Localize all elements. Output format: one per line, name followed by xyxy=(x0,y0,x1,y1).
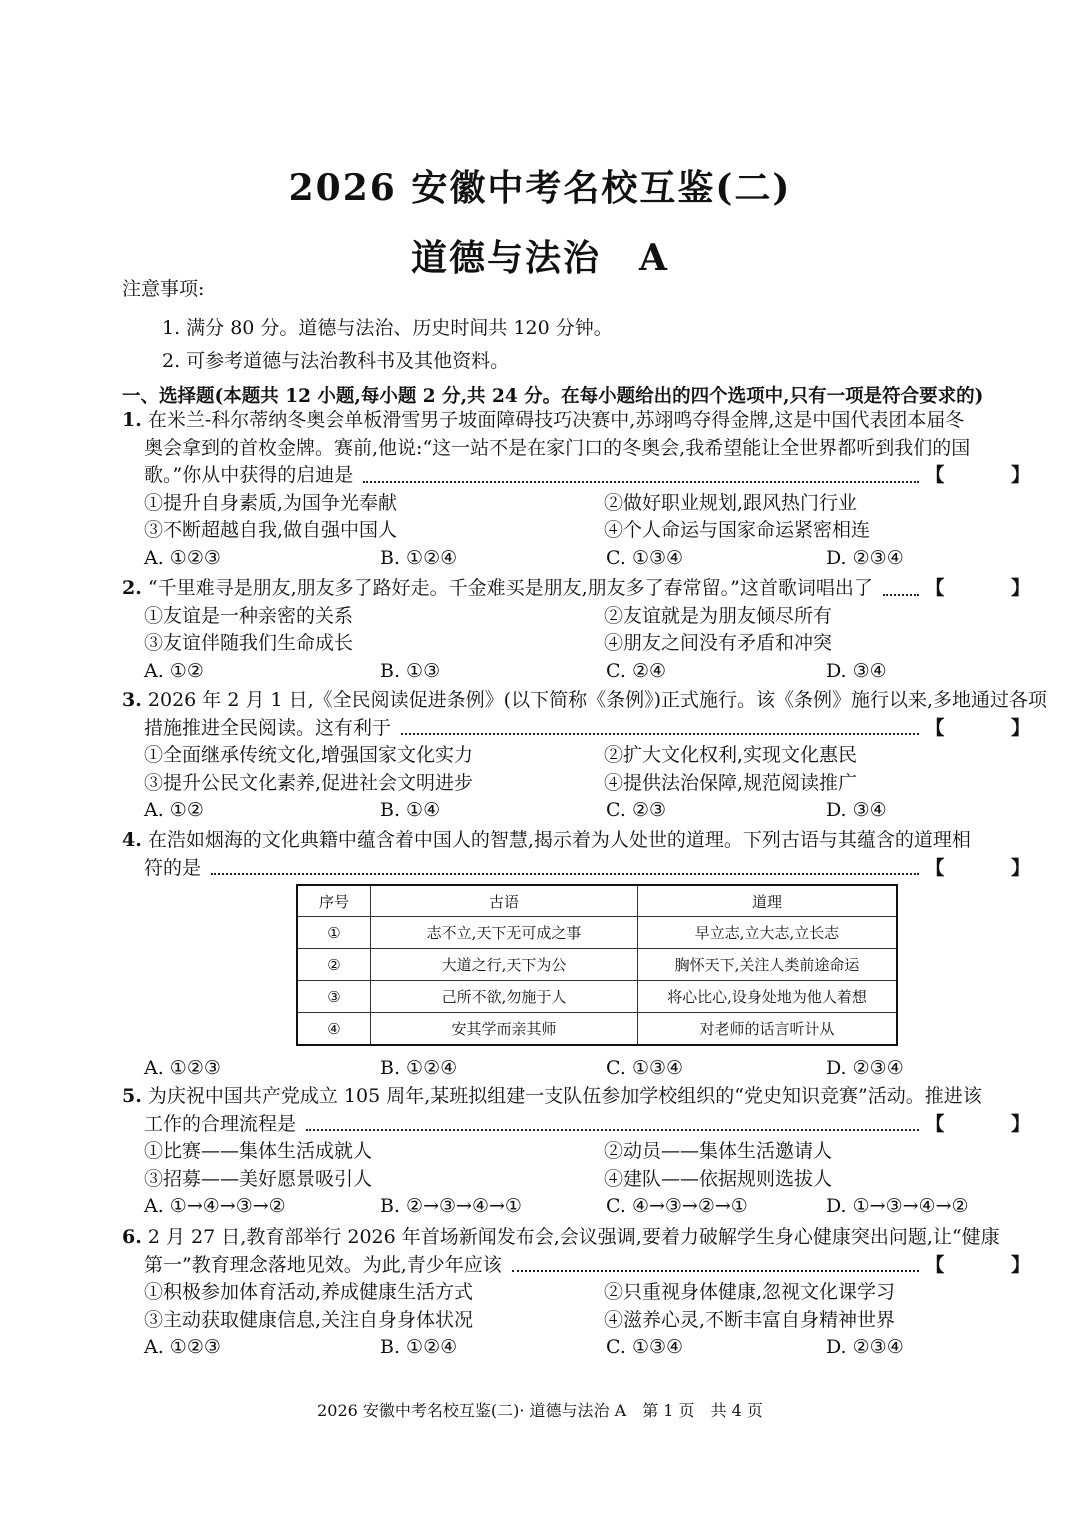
question-stem: 在浩如烟海的文化典籍中蕴含着中国人的智慧,揭示着为人处世的道理。下列古语与其蕴含的道理相 xyxy=(147,829,971,851)
question-stem: 为庆祝中国共产党成立 105 周年,某班拟组建一支队伍参加学校组织的“党史知识竞赛”活动。推进该 xyxy=(147,1085,982,1107)
notice-heading: 注意事项: xyxy=(122,278,205,300)
section-heading: 一、选择题(本题共 12 小题,每小题 2 分,共 24 分。在每小题给出的四个选项中,只有一项是符合要求的) xyxy=(122,386,984,407)
exam-title: 2026 安徽中考名校互鉴(二) xyxy=(288,167,792,209)
table-row xyxy=(297,1013,897,1046)
question-number: 1. xyxy=(122,409,142,431)
answer-choice: B. ①②④ xyxy=(380,1336,458,1358)
question-4 xyxy=(122,827,1060,882)
question-2 xyxy=(122,575,1060,685)
question-number: 3. xyxy=(122,689,142,711)
answer-choice: C. ①③④ xyxy=(606,1336,684,1358)
question-stem: 奥会拿到的首枚金牌。赛前,他说:“这一站不是在家门口的冬奥会,我希望能让全世界都听到我们的国 xyxy=(144,436,971,459)
table-header-row xyxy=(297,885,897,917)
answer-choice: B. ①④ xyxy=(380,799,441,821)
question-1 xyxy=(122,407,1060,572)
table-cell: ② xyxy=(297,949,371,981)
subject-title: 道德与法治 A xyxy=(411,237,669,279)
table-row xyxy=(297,949,897,981)
table-header: 道理 xyxy=(638,885,898,917)
question-stem: “千里难寻是朋友,朋友多了路好走。千金难买是朋友,朋友多了春常留。”这首歌词唱出了 xyxy=(147,577,873,599)
option-statement: ①比赛——集体生活成就人 xyxy=(144,1140,373,1162)
question-6 xyxy=(122,1224,1060,1362)
option-statement: ②做好职业规划,跟风热门行业 xyxy=(604,491,858,514)
answer-bracket: 【 】 xyxy=(925,1253,1060,1276)
answer-choice: D. ①→③→④→② xyxy=(826,1195,969,1217)
answer-choice: A. ①②③ xyxy=(144,1057,221,1079)
question-stem: 工作的合理流程是 xyxy=(144,1112,297,1135)
answer-bracket: 【 】 xyxy=(925,577,1060,599)
option-statement: ①全面继承传统文化,增强国家文化实力 xyxy=(144,744,474,766)
table-header: 序号 xyxy=(297,885,371,917)
question-number: 2. xyxy=(122,577,142,599)
answer-choice: D. ②③④ xyxy=(826,546,904,569)
answer-choice: B. ②→③→④→① xyxy=(380,1195,522,1217)
option-statement: ②只重视身体健康,忽视文化课学习 xyxy=(604,1281,896,1303)
answer-choice: B. ①③ xyxy=(380,659,441,682)
option-statement: ③提升公民文化素养,促进社会文明进步 xyxy=(144,771,474,794)
table-cell: 将心比心,设身处地为他人着想 xyxy=(638,981,898,1013)
answer-choice: D. ②③④ xyxy=(826,1336,904,1358)
notice-item: 1. 满分 80 分。道德与法治、历史时间共 120 分钟。 xyxy=(162,317,613,339)
answer-bracket: 【 】 xyxy=(925,856,1060,879)
option-statement: ④个人命运与国家命运紧密相连 xyxy=(604,519,871,541)
option-statement: ①积极参加体育活动,养成健康生活方式 xyxy=(144,1281,474,1303)
option-statement: ①提升自身素质,为国争光奉献 xyxy=(144,491,398,514)
answer-choice: D. ③④ xyxy=(826,799,887,821)
table-row xyxy=(297,917,897,949)
question-number: 5. xyxy=(122,1085,142,1107)
page-footer: 2026 安徽中考名校互鉴(二)· 道德与法治 A 第 1 页 共 4 页 xyxy=(317,1401,763,1420)
answer-bracket: 【 】 xyxy=(925,1112,1060,1135)
option-statement: ④朋友之间没有矛盾和冲突 xyxy=(604,632,833,654)
table-cell: 对老师的话言听计从 xyxy=(638,1013,898,1046)
answer-bracket: 【 】 xyxy=(925,464,1060,486)
answer-choice: A. ①②③ xyxy=(144,546,221,569)
notice-item: 2. 可参考道德与法治教科书及其他资料。 xyxy=(162,350,510,372)
answer-choice: C. ②③ xyxy=(606,799,667,821)
option-statement: ③友谊伴随我们生命成长 xyxy=(144,632,354,654)
answer-choice: A. ①② xyxy=(144,659,204,682)
option-statement: ①友谊是一种亲密的关系 xyxy=(144,604,354,627)
leader-dots xyxy=(306,1129,919,1131)
leader-dots xyxy=(401,733,919,735)
leader-dots xyxy=(363,481,919,483)
answer-choice: A. ①② xyxy=(144,799,204,821)
table-cell: ④ xyxy=(297,1013,371,1046)
question-number: 4. xyxy=(122,829,142,851)
option-statement: ③不断超越自我,做自强中国人 xyxy=(144,519,398,541)
option-statement: ④建队——依据规则选拔人 xyxy=(604,1167,833,1190)
option-statement: ④滋养心灵,不断丰富自身精神世界 xyxy=(604,1308,896,1331)
table-cell: ③ xyxy=(297,981,371,1013)
table-cell: ① xyxy=(297,917,371,949)
question-5 xyxy=(122,1083,1060,1221)
answer-choice: C. ②④ xyxy=(606,659,667,682)
table-header: 古语 xyxy=(371,885,638,917)
table-cell: 早立志,立大志,立长志 xyxy=(638,917,898,949)
question-stem: 歌。”你从中获得的启迪是 xyxy=(144,464,354,486)
question-stem: 2026 年 2 月 1 日,《全民阅读促进条例》(以下简称《条例》)正式施行。该《条例》施行以来,多地通过各项 xyxy=(147,689,1048,711)
table-cell: 志不立,天下无可成之事 xyxy=(371,917,638,949)
leader-dots xyxy=(883,594,919,596)
answer-choice: B. ①②④ xyxy=(380,1057,458,1079)
question-stem: 符的是 xyxy=(144,856,202,879)
question-number: 6. xyxy=(122,1226,142,1248)
leader-dots xyxy=(512,1270,920,1272)
table-cell: 大道之行,天下为公 xyxy=(371,949,638,981)
answer-choice: C. ④→③→②→① xyxy=(606,1195,748,1217)
table-row xyxy=(297,981,897,1013)
answer-choice: C. ①③④ xyxy=(606,1057,684,1079)
leader-dots xyxy=(211,873,919,875)
question-stem: 第一”教育理念落地见效。为此,青少年应该 xyxy=(144,1253,502,1276)
option-statement: ③主动获取健康信息,关注自身身体状况 xyxy=(144,1308,474,1331)
answer-choice: D. ③④ xyxy=(826,659,887,682)
question-stem: 2 月 27 日,教育部举行 2026 年首场新闻发布会,会议强调,要着力破解学生身心健康突出问题,让“健康 xyxy=(147,1226,1000,1248)
option-statement: ④提供法治保障,规范阅读推广 xyxy=(604,771,858,794)
question-stem: 在米兰-科尔蒂纳冬奥会单板滑雪男子坡面障碍技巧决赛中,苏翊鸣夺得金牌,这是中国代表团本届冬 xyxy=(147,409,965,431)
answer-choice: C. ①③④ xyxy=(606,546,684,569)
table-cell: 胸怀天下,关注人类前途命运 xyxy=(638,949,898,981)
table-cell: 己所不欲,勿施于人 xyxy=(371,981,638,1013)
option-statement: ②扩大文化权利,实现文化惠民 xyxy=(604,744,858,766)
answer-choice: B. ①②④ xyxy=(380,546,458,569)
answer-choice: A. ①②③ xyxy=(144,1336,221,1358)
answer-choice: A. ①→④→③→② xyxy=(144,1195,286,1217)
question-3 xyxy=(122,687,1060,825)
answer-choice: D. ②③④ xyxy=(826,1057,904,1079)
table-cell: 安其学而亲其师 xyxy=(371,1013,638,1046)
question-4-answers xyxy=(122,1055,1060,1083)
answer-bracket: 【 】 xyxy=(925,716,1060,739)
q4-table xyxy=(296,884,898,1046)
question-stem: 措施推进全民阅读。这有利于 xyxy=(144,716,392,739)
option-statement: ②动员——集体生活邀请人 xyxy=(604,1140,833,1162)
option-statement: ②友谊就是为朋友倾尽所有 xyxy=(604,604,833,627)
option-statement: ③招募——美好愿景吸引人 xyxy=(144,1167,373,1190)
